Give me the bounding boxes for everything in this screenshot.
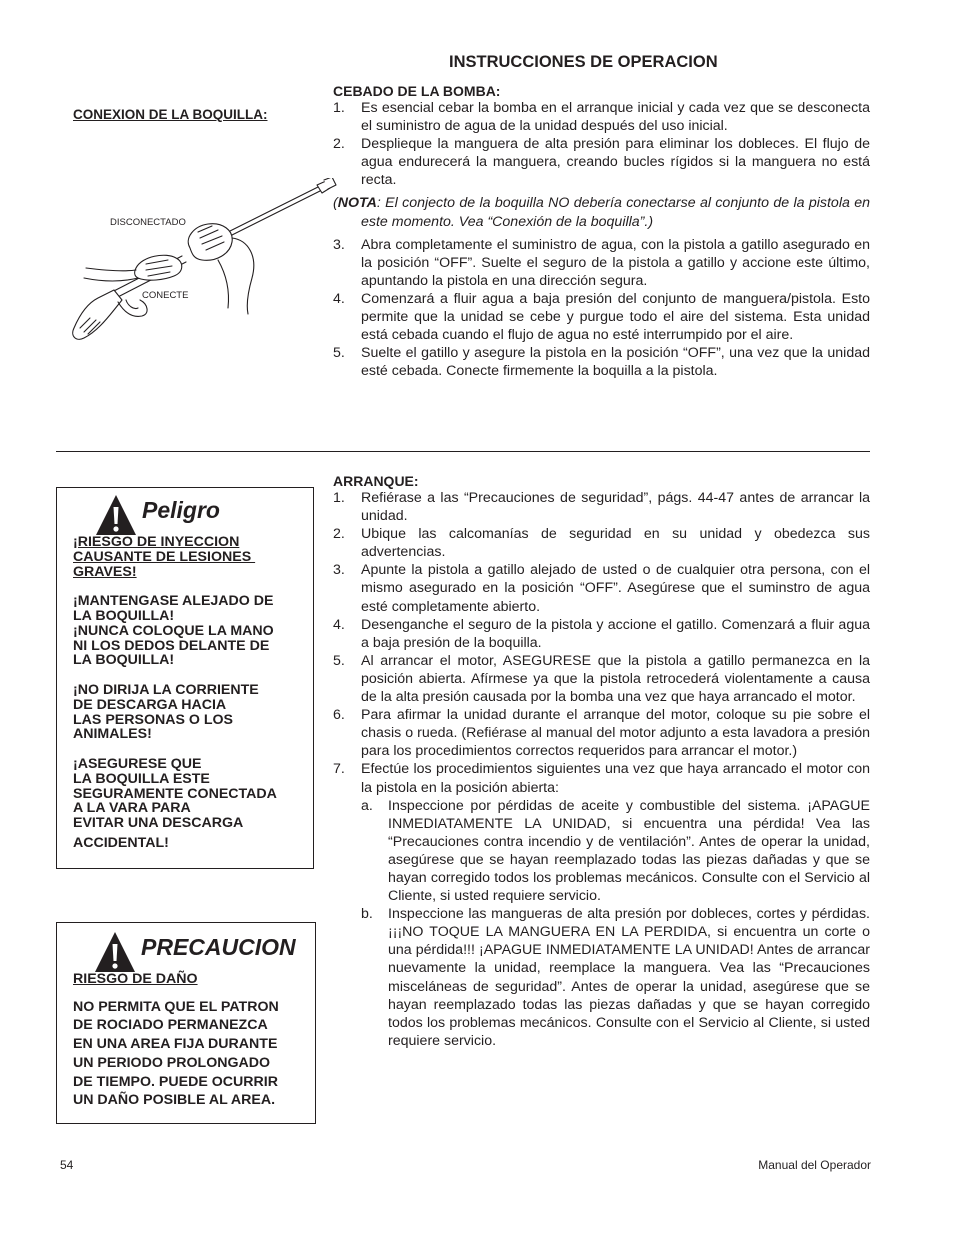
list-item: 4. Comenzará a fluir agua a baja presión del conjunto de manguera/pistola. Esto permite que la unidad se cebe y purgue todo el aire del sistema. Esta unidad está cebada cuando el flujo de agua no esté interrumpido por el aire.	[333, 290, 870, 344]
danger-text: ¡RIESGO DE INYECCION CAUSANTE DE LESIONES GRAVES! ¡MANTENGASE ALEJADO DE LA BOQUILLA! ¡NUNCA COLOQUE LA MANO NI LOS DEDOS DELANTE DE LA BOQUILLA! ¡NO DIRIJA LA CORRIENTE DE DESCARGA HACIA LAS PERSONAS O LOS ANIMALES! ¡ASEGURESE QUE LA BOQUILLA ESTE SEGURAMENTE CONECTADA A LA VARA PARA EVITAR UNA DESCARGA ACCIDENTAL!	[73, 534, 277, 851]
priming-list-b	[333, 236, 870, 381]
list-item: 2. Ubique las calcomanías de seguridad en su unidad y obedezca sus advertencias.	[333, 526, 870, 561]
caution-warning-box	[56, 922, 316, 1124]
startup-heading: ARRANQUE:	[333, 473, 419, 489]
section-divider	[56, 451, 870, 452]
danger-title: Peligro	[142, 497, 220, 523]
list-item: 3. Abra completamente el suministro de agua, con la pistola a gatillo asegurado en la posición “OFF”. Suelte el seguro de la pistola a gatillo y accione este último, apuntando la pistola en una dirección segura.	[333, 236, 870, 289]
exclamation-triangle-icon	[93, 930, 137, 974]
list-item: 3. Apunte la pistola a gatillo alejado de usted o de cualquier otra persona, con el mismo asegurado en la posición “OFF”. Asegúrese que el suminstro de agua esté completamente abierto.	[333, 562, 870, 615]
list-item: 5. Al arrancar el motor, ASEGURESE que la pistola a gatillo permanezca en la posición abierta. Afírmese ya que la pistola retrocederá violentamente a causa de la alta presión causada por la bomba una vez que haya arrancado el motor.	[333, 652, 870, 706]
list-item: 4. Desenganche el seguro de la pistola y accione el gatillo. Comenzará a fluir agua a baja presión de la boquilla.	[333, 616, 870, 651]
note-label: NOTA	[337, 195, 377, 212]
sub-list-item: a. Inspeccione por pérdidas de aceite y combustible del sistema. ¡APAGUE INMEDIATAMENTE LA UNIDAD, si encuentra una pérdida! Vea las “Precauciones contra incendio y de ventilación”. Antes de operar la unidad, asegúrese que se hayan reemplazado todas las piezas dañadas y que se hayan corregido todos los problemas mecánicos. Consulte con el Servicio al Cliente, si usted requiere servicio.	[361, 797, 870, 905]
startup-section	[333, 473, 870, 1050]
sub-list-item: b. Inspeccione las mangueras de alta presión por dobleces, cortes y pérdidas. ¡¡¡NO TOQUE LA MANGUERA EN LA PERDIDA, si encuentra un corte o una pérdida!!! ¡APAGUE INMEDIATAMENTE LA UNIDAD! Antes de arrancar nuevamente la unidad, reemplace la manguera. Vea las “Precauciones misceláneas de seguridad”. Antes de operar la unidad, asegúrese que se hayan reemplazado todas las piezas dañadas y que se hayan corregido todos los problemas mecánicos. Consulte con el Servicio al Cliente, si usted requiere servicio.	[361, 906, 870, 1049]
list-item: 5. Suelte el gatillo y asegure la pistola en la posición “OFF”, una vez que la unidad esté cebada. Conecte firmemente la boquilla a la pistola.	[333, 345, 870, 380]
priming-heading: CEBADO DE LA BOMBA:	[333, 83, 501, 99]
connect-label: CONECTE	[142, 290, 189, 301]
startup-list	[333, 489, 870, 1050]
priming-list-a	[333, 99, 870, 189]
list-item: 7. Efectúe los procedimientos siguientes una vez que haya arrancado el motor con la pistola en la posición abierta:	[333, 761, 870, 796]
exclamation-triangle-icon	[94, 493, 138, 537]
priming-section	[333, 83, 870, 380]
list-item: 6. Para afirmar la unidad durante el arranque del motor, coloque su pie sobre el chasis o rueda. (Refiérase al manual del motor adjunto a esta lavadora a presión para los procedimientos correctos requeridos para arrancar el motor.)	[333, 707, 870, 760]
list-item: 2. Desplieque la manguera de alta presión para eliminar los dobleces. El flujo de agua endurecerá la manguera, creando bucles rígidos si la manguera no está recta.	[333, 136, 870, 189]
list-item: 1. Es esencial cebar la bomba en el arranque inicial y cada vez que se desconecta el suministro de agua de la unidad después del uso inicial.	[333, 100, 870, 135]
page-number: 54	[60, 1158, 74, 1172]
startup-sublist	[333, 797, 870, 1050]
spray-gun-nozzle-illustration	[62, 178, 342, 348]
priming-note: (NOTA: El conjecto de la boquilla NO debería conectarse al conjunto de la pistola en este momento. Vea “Conexión de la boquilla”.)	[333, 195, 870, 230]
caution-text: RIESGO DE DAÑO NO PERMITA QUE EL PATRON DE ROCIADO PERMANEZCA EN UNA AREA FIJA DURANTE UN PERIODO PROLONGADO DE TIEMPO. PUEDE OCURRIR UN DAÑO POSIBLE AL AREA.	[73, 971, 279, 1109]
page-title: INSTRUCCIONES DE OPERACION	[449, 53, 718, 71]
list-item: 1. Refiérase a las “Precauciones de seguridad”, págs. 44-47 antes de arrancar la unidad.	[333, 490, 870, 525]
caution-title: PRECAUCION	[141, 934, 296, 960]
danger-warning-box	[56, 487, 314, 869]
manual-name: Manual del Operador	[758, 1158, 871, 1172]
disconnected-label: DISCONECTADO	[110, 217, 186, 228]
nozzle-connection-heading: CONEXION DE LA BOQUILLA:	[73, 107, 268, 122]
